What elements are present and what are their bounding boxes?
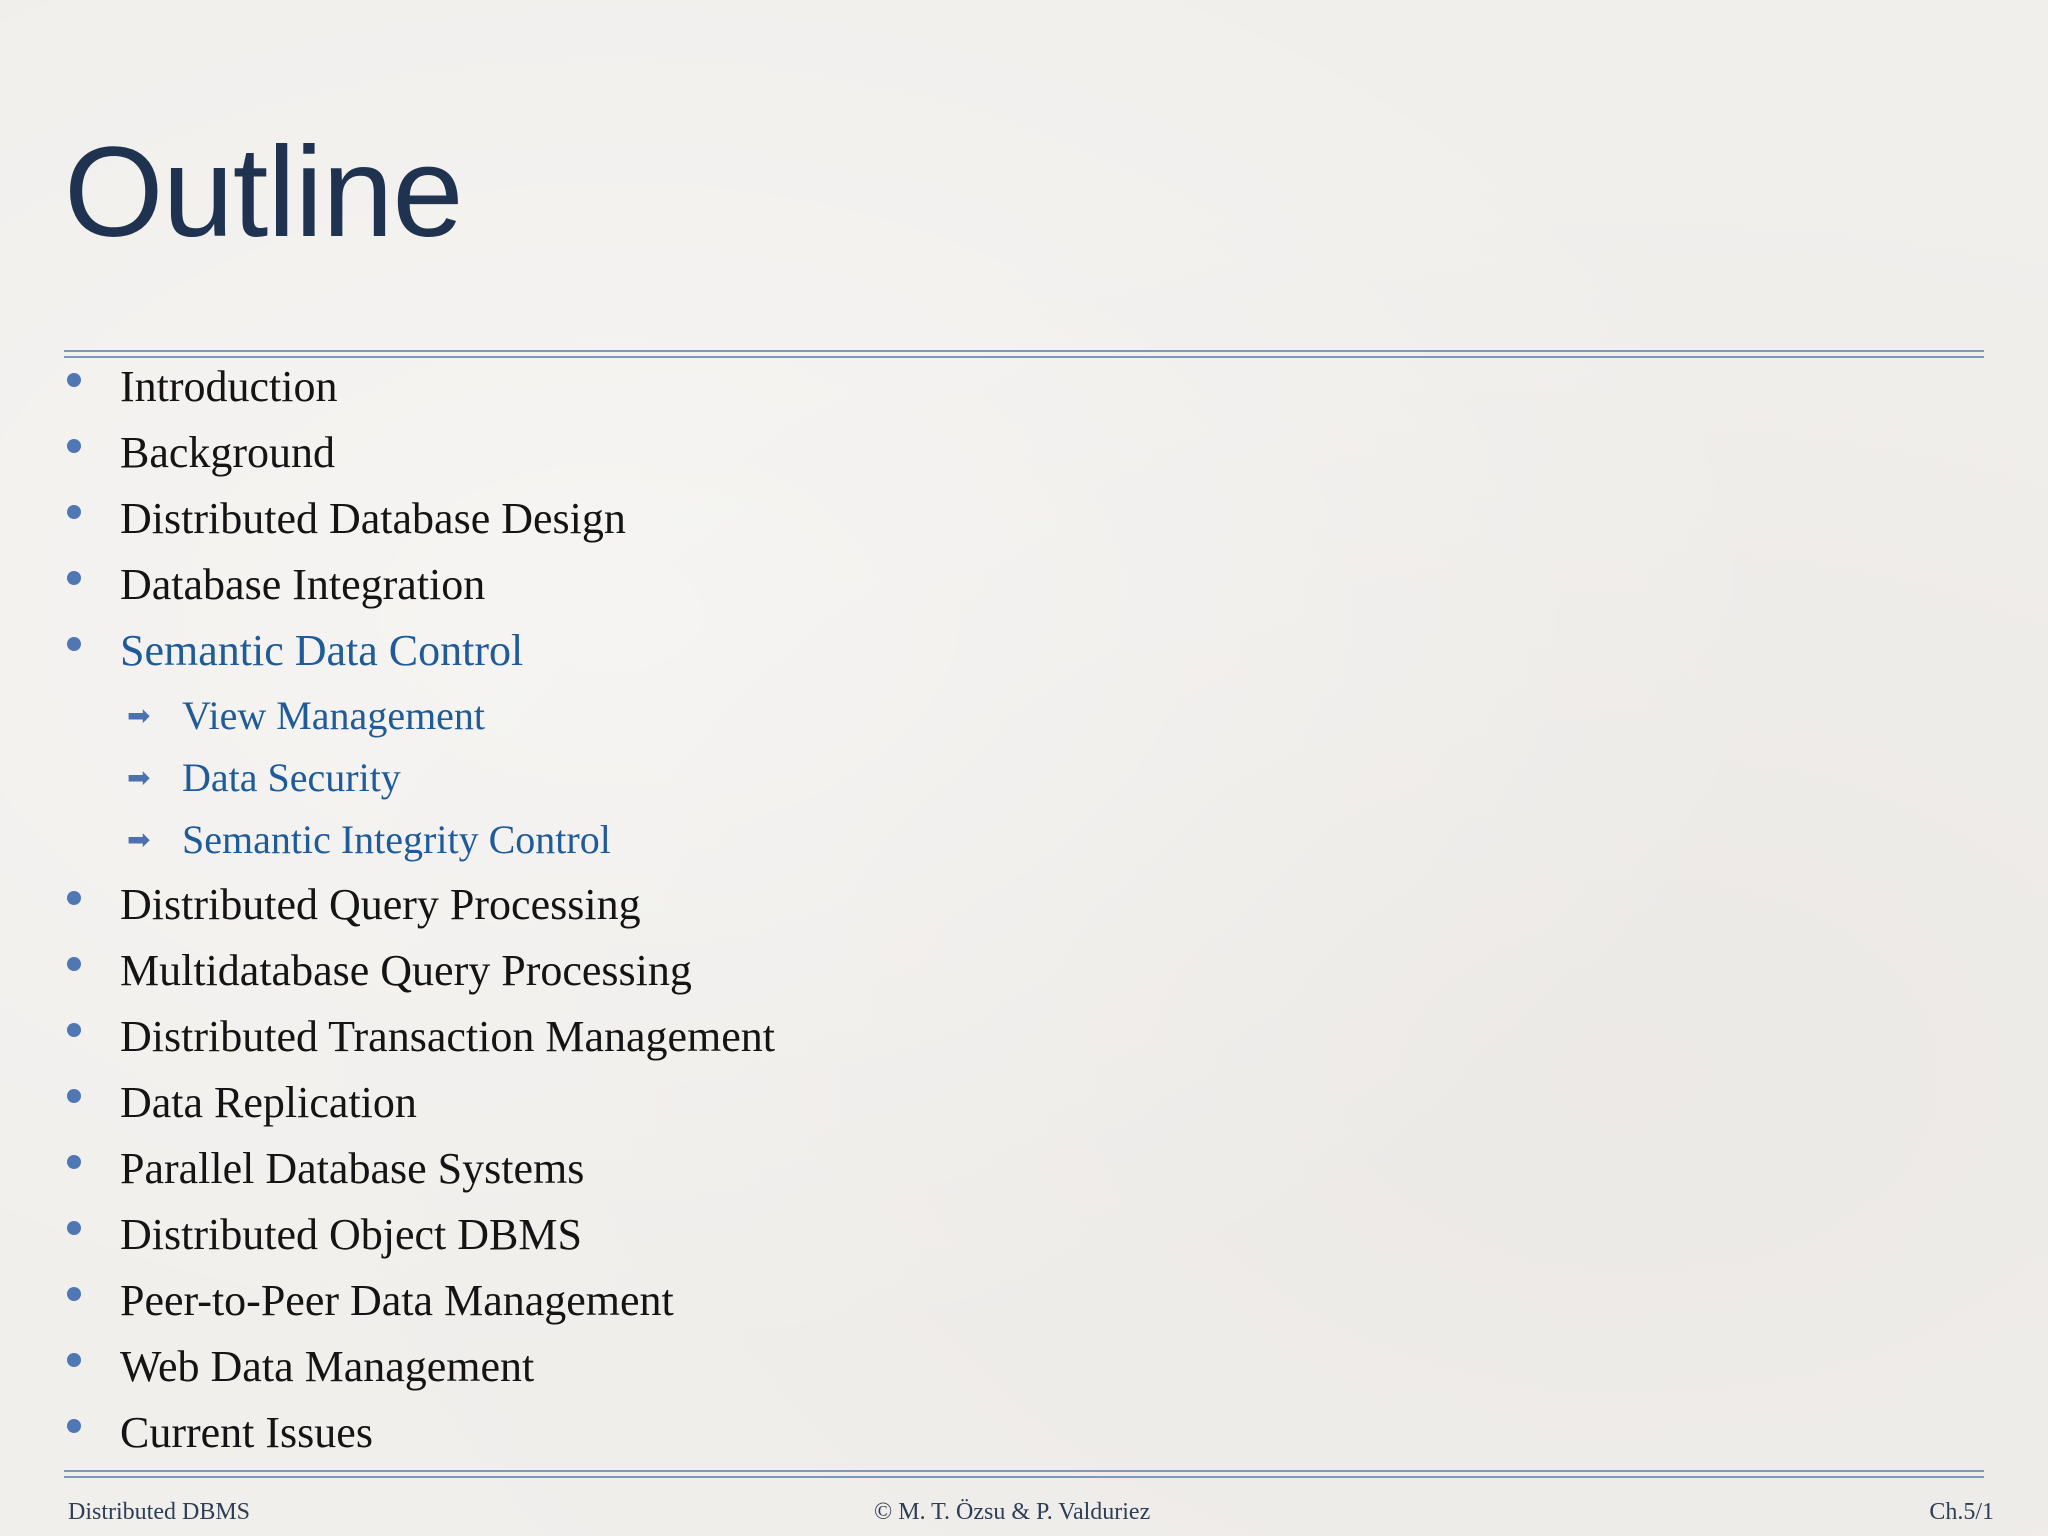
bullet-dot-icon bbox=[67, 1023, 81, 1037]
outline-item-label: Data Replication bbox=[120, 1078, 417, 1127]
outline-item-label: Database Integration bbox=[120, 560, 486, 609]
bullet-dot-icon bbox=[67, 637, 81, 651]
outline-item-label: Background bbox=[120, 428, 336, 477]
outline-item-label: Distributed Query Processing bbox=[120, 880, 641, 929]
outline-item-label: Introduction bbox=[120, 362, 338, 411]
outline-item-label: Multidatabase Query Processing bbox=[120, 946, 692, 995]
outline-item-label: Current Issues bbox=[120, 1408, 373, 1457]
bullet-dot-icon bbox=[67, 505, 81, 519]
outline-subitem-view-management bbox=[0, 686, 1000, 746]
footer-divider-secondary bbox=[64, 1476, 1984, 1478]
right-arrow-icon: ➡ bbox=[127, 699, 151, 732]
outline-subitem-semantic-integrity-control bbox=[0, 810, 1000, 870]
footer-course-name: Distributed DBMS bbox=[68, 1499, 251, 1525]
slide-title: Outline bbox=[64, 121, 463, 264]
outline-item-distributed-object-dbms bbox=[0, 1205, 1000, 1265]
outline-item-semantic-data-control bbox=[0, 621, 1000, 681]
outline-item-parallel-database-systems bbox=[0, 1139, 1000, 1199]
bullet-dot-icon bbox=[67, 891, 81, 905]
right-arrow-icon: ➡ bbox=[127, 823, 151, 856]
outline-item-distributed-query-processing bbox=[0, 875, 1000, 935]
bullet-dot-icon bbox=[67, 1089, 81, 1103]
outline-item-label: Peer-to-Peer Data Management bbox=[120, 1276, 674, 1325]
outline-item-label: Distributed Object DBMS bbox=[120, 1210, 582, 1259]
outline-item-current-issues bbox=[0, 1403, 1000, 1463]
outline-item-label: Web Data Management bbox=[120, 1342, 535, 1391]
bullet-dot-icon bbox=[67, 373, 81, 387]
outline-item-distributed-database-design bbox=[0, 489, 1000, 549]
footer-slide-number: Ch.5/1 bbox=[1929, 1499, 1994, 1525]
bullet-dot-icon bbox=[67, 439, 81, 453]
bullet-dot-icon bbox=[67, 957, 81, 971]
outline-item-database-integration bbox=[0, 555, 1000, 615]
outline-subitem-label: Data Security bbox=[182, 755, 401, 800]
outline-item-peer-to-peer-data-management bbox=[0, 1271, 1000, 1331]
footer-divider bbox=[64, 1470, 1984, 1472]
outline-item-distributed-transaction-management bbox=[0, 1007, 1000, 1067]
bullet-dot-icon bbox=[67, 1419, 81, 1433]
outline-item-label: Distributed Transaction Management bbox=[120, 1012, 776, 1061]
outline-item-data-replication bbox=[0, 1073, 1000, 1133]
outline-item-label: Distributed Database Design bbox=[120, 494, 626, 543]
footer-copyright: © M. T. Özsu & P. Valduriez bbox=[874, 1499, 1151, 1525]
outline-item-multidatabase-query-processing bbox=[0, 941, 1000, 1001]
outline-item-label: Parallel Database Systems bbox=[120, 1144, 585, 1193]
outline-subitem-label: Semantic Integrity Control bbox=[182, 817, 611, 862]
outline-item-label: Semantic Data Control bbox=[120, 626, 524, 675]
bullet-dot-icon bbox=[67, 1287, 81, 1301]
right-arrow-icon: ➡ bbox=[127, 761, 151, 794]
outline-subitem-label: View Management bbox=[182, 693, 486, 738]
bullet-dot-icon bbox=[67, 1353, 81, 1367]
bullet-dot-icon bbox=[67, 1221, 81, 1235]
bullet-dot-icon bbox=[67, 1155, 81, 1169]
outline-item-introduction bbox=[0, 357, 1000, 417]
bullet-dot-icon bbox=[67, 571, 81, 585]
outline-item-background bbox=[0, 423, 1000, 483]
outline-item-web-data-management bbox=[0, 1337, 1000, 1397]
outline-subitem-data-security bbox=[0, 748, 1000, 808]
